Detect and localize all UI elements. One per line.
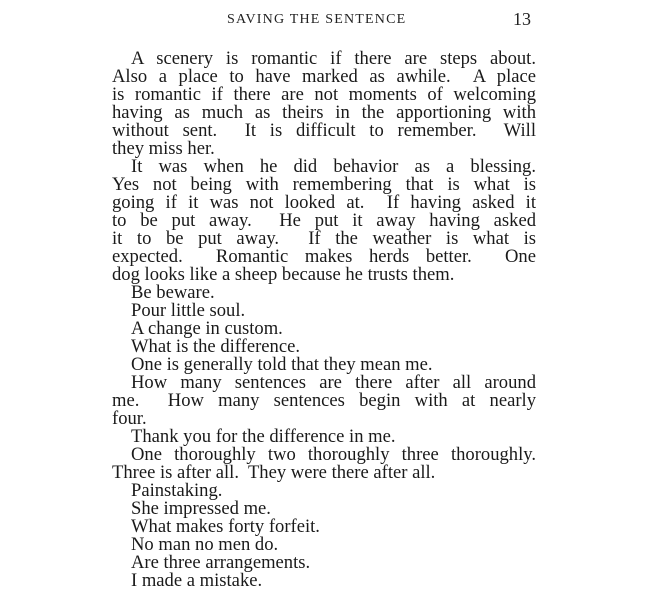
text-line: Painstaking. bbox=[131, 480, 223, 501]
text-line: How many sentences are there after all around bbox=[131, 372, 536, 393]
text-line: dog looks like a sheep because he trusts them. bbox=[112, 264, 455, 285]
text-line: Also a place to have marked as awhile. A place bbox=[112, 66, 536, 87]
text-line: No man no men do. bbox=[131, 534, 279, 555]
text-line: One thoroughly two thoroughly three thoroughly. bbox=[131, 444, 536, 465]
text-line: going if it was not looked at. If having asked it bbox=[112, 192, 536, 213]
text-line: expected. Romantic makes herds better. One bbox=[112, 246, 536, 267]
text-line: me. How many sentences begin with at nearly bbox=[112, 390, 536, 411]
text-line: without sent. It is difficult to remember. Will bbox=[112, 120, 536, 141]
text-line: She impressed me. bbox=[131, 498, 271, 519]
text-line: A scenery is romantic if there are steps about. bbox=[131, 48, 536, 69]
text-line: Yes not being with remembering that is what is bbox=[112, 174, 536, 195]
text-line: four. bbox=[112, 408, 147, 429]
text-line: having as much as theirs in the apportioning with bbox=[112, 102, 536, 123]
text-line: What is the difference. bbox=[131, 336, 300, 357]
text-line: One is generally told that they mean me. bbox=[131, 354, 433, 375]
running-title: SAVING THE SENTENCE bbox=[227, 12, 407, 27]
text-line: It was when he did behavior as a blessing. bbox=[131, 156, 536, 177]
text-line: Three is after all. They were there after all. bbox=[112, 462, 436, 483]
text-line: is romantic if there are not moments of welcoming bbox=[112, 84, 536, 105]
text-line: to be put away. He put it away having asked bbox=[112, 210, 536, 231]
text-line: Thank you for the difference in me. bbox=[131, 426, 396, 447]
text-line: it to be put away. If the weather is what is bbox=[112, 228, 536, 249]
text-line: they miss her. bbox=[112, 138, 215, 159]
text-line: Be beware. bbox=[131, 282, 215, 303]
text-line: Are three arrangements. bbox=[131, 552, 311, 573]
body-text bbox=[112, 50, 536, 590]
text-line: What makes forty forfeit. bbox=[131, 516, 320, 537]
text-line: Pour little soul. bbox=[131, 300, 246, 321]
text-line: A change in custom. bbox=[131, 318, 283, 339]
text-line: I made a mistake. bbox=[131, 570, 263, 591]
page-number: 13 bbox=[513, 9, 531, 29]
